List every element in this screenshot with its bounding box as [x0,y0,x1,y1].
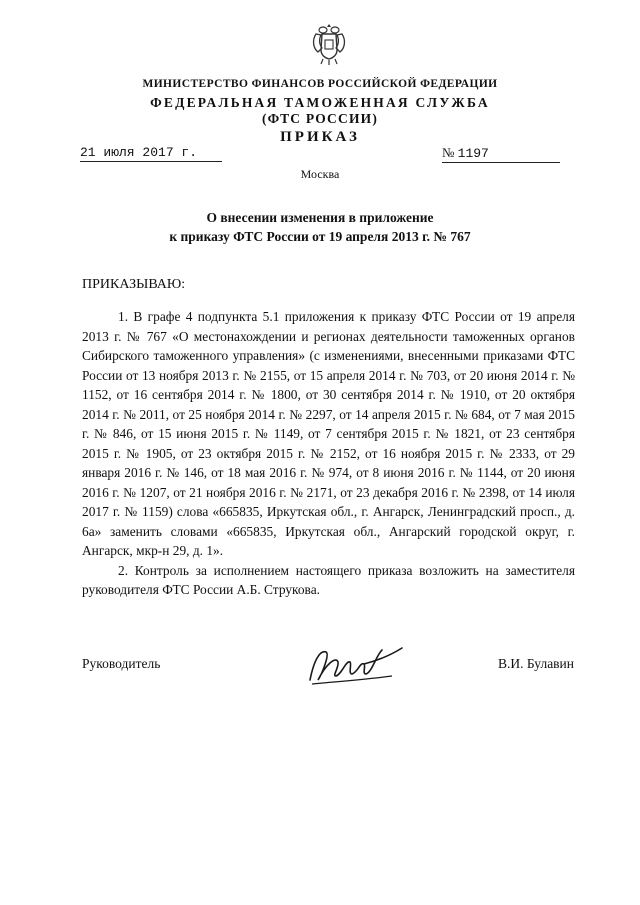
order-word: ПРИКАЗЫВАЮ: [82,277,186,292]
paragraph-1: 1. В графе 4 подпункта 5.1 приложения к приказу ФТС России от 19 апреля 2013 г. № 767 «О местонахождении и регионах деятельности таможенных органов Сибирского таможенного управления» (с изменениями, внесенными приказами ФТС России от 13 ноября 2013 г. № 2155, от 15 апреля 2014 г. № 703, от 20 июня 2014 г. № 1152, от 16 сентября 2014 г. № 1800, от 30 сентября 2014 г. № 1910, от 20 октября 2014 г. № 2011, от 25 ноября 2014 г. № 2297, от 14 апреля 2015 г. № 684, от 7 мая 2015 г. № 846, от 15 июня 2015 г. № 1149, от 7 сентября 2015 г. № 1821, от 23 сентября 2015 г. № 1905, от 23 октября 2015 г. № 2152, от 16 ноября 2015 г. № 2333, от 29 января 2016 г. № 146, от 18 мая 2016 г. № 974, от 8 июня 2016 г. № 1144, от 20 июня 2016 г. № 1207, от 21 ноября 2016 г. № 2171, от 23 декабря 2016 г. № 2398, от 14 июля 2017 г. № 1159) слова «665835, Иркутская обл., г. Ангарск, Ленинградский просп., д. 6а» заменить словами «665835, Иркутская обл., Ангарский городской округ, г. Ангарск, мкр-н 29, д. 1». [82,309,575,558]
number-value: 1197 [457,146,489,161]
document-city: Москва [300,167,340,181]
service-name: ФЕДЕРАЛЬНАЯ ТАМОЖЕННАЯ СЛУЖБА [150,95,490,110]
service-short-name: (ФТС РОССИИ) [261,111,379,126]
coat-of-arms-icon [310,22,348,66]
title-line-1: О внесении изменения в приложение [206,210,434,225]
signer-title: Руководитель [82,656,161,671]
document-title [0,208,640,246]
document-number [442,145,560,163]
document-type: ПРИКАЗ [280,129,360,145]
handwritten-signature [302,640,412,690]
paragraph-2: 2. Контроль за исполнением настоящего приказа возложить на заместителя руководителя ФТС России А.Б. Струкова. [82,562,575,597]
document-body [82,307,575,600]
document-date: 21 июля 2017 г. [80,145,222,162]
ministry-name: МИНИСТЕРСТВО ФИНАНСОВ РОССИЙСКОЙ ФЕДЕРАЦИИ [142,78,498,90]
title-line-2: к приказу ФТС России от 19 апреля 2013 г. № 767 [169,229,471,244]
signer-name: В.И. Булавин [498,656,575,671]
number-prefix: № [442,145,455,160]
